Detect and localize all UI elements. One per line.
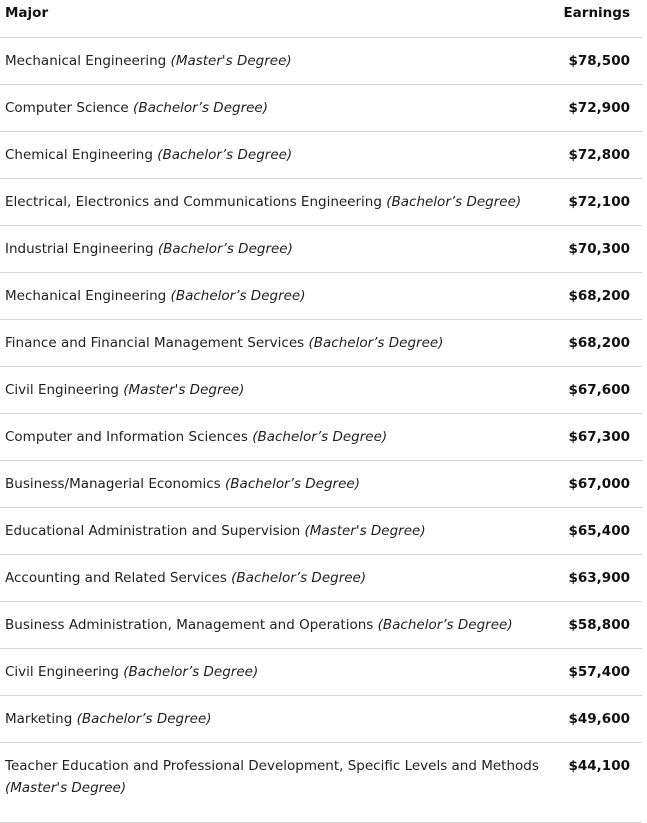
column-header-major: Major	[0, 0, 560, 38]
major-cell	[0, 461, 560, 508]
major-name: Teacher Education and Professional Development, Specific Levels and Methods	[5, 758, 539, 774]
earnings-cell: $67,000	[560, 461, 642, 508]
table-row	[0, 743, 642, 823]
major-cell	[0, 602, 560, 649]
major-name: Educational Administration and Supervision	[5, 523, 301, 539]
earnings-cell: $57,400	[560, 649, 642, 696]
table-row	[0, 38, 642, 85]
degree-label: (Bachelor’s Degree)	[386, 194, 522, 210]
major-cell	[0, 320, 560, 367]
major-cell	[0, 508, 560, 555]
degree-label: (Bachelor’s Degree)	[133, 100, 269, 116]
column-header-earnings: Earnings	[560, 0, 642, 38]
major-cell	[0, 367, 560, 414]
table-row	[0, 85, 642, 132]
major-name: Civil Engineering	[5, 664, 119, 680]
table-row	[0, 226, 642, 273]
major-name: Electrical, Electronics and Communications Engineering	[5, 194, 382, 210]
degree-label: (Bachelor’s Degree)	[170, 288, 306, 304]
degree-label: (Bachelor’s Degree)	[76, 711, 212, 727]
earnings-cell: $68,200	[560, 273, 642, 320]
major-cell	[0, 85, 560, 132]
table-row	[0, 179, 642, 226]
major-name: Finance and Financial Management Services	[5, 335, 305, 351]
earnings-cell: $65,400	[560, 508, 642, 555]
major-cell	[0, 273, 560, 320]
table-row	[0, 414, 642, 461]
earnings-cell: $72,100	[560, 179, 642, 226]
degree-label: (Bachelor’s Degree)	[225, 476, 360, 492]
table-row	[0, 132, 642, 179]
major-name: Civil Engineering	[5, 382, 119, 398]
degree-label: (Bachelor’s Degree)	[377, 617, 513, 633]
earnings-cell: $49,600	[560, 696, 642, 743]
earnings-cell: $67,600	[560, 367, 642, 414]
earnings-cell: $67,300	[560, 414, 642, 461]
table-row	[0, 696, 642, 743]
major-name: Mechanical Engineering	[5, 53, 167, 69]
major-name: Industrial Engineering	[5, 241, 154, 257]
major-cell	[0, 226, 560, 273]
earnings-cell: $70,300	[560, 226, 642, 273]
earnings-cell: $72,800	[560, 132, 642, 179]
table-row	[0, 602, 642, 649]
degree-label: (Master's Degree)	[5, 780, 127, 796]
degree-label: (Bachelor’s Degree)	[252, 429, 388, 445]
major-cell	[0, 179, 560, 226]
earnings-cell: $63,900	[560, 555, 642, 602]
major-name: Mechanical Engineering	[5, 288, 167, 304]
degree-label: (Bachelor’s Degree)	[157, 147, 293, 163]
degree-label: (Bachelor’s Degree)	[157, 241, 293, 257]
major-cell	[0, 555, 560, 602]
major-cell	[0, 132, 560, 179]
table-header-row	[0, 0, 642, 38]
earnings-cell: $78,500	[560, 38, 642, 85]
table-row	[0, 320, 642, 367]
major-name: Marketing	[5, 711, 73, 727]
major-name: Computer and Information Sciences	[5, 429, 248, 445]
degree-label: (Master's Degree)	[170, 53, 292, 69]
degree-label: (Master's Degree)	[123, 382, 245, 398]
degree-label: (Bachelor’s Degree)	[308, 335, 444, 351]
table-row	[0, 273, 642, 320]
degree-label: (Master's Degree)	[304, 523, 426, 539]
major-cell	[0, 38, 560, 85]
major-name: Accounting and Related Services	[5, 570, 227, 586]
major-name: Business/Managerial Economics	[5, 476, 221, 492]
table-row	[0, 367, 642, 414]
degree-label: (Bachelor’s Degree)	[123, 664, 259, 680]
major-name: Business Administration, Management and Operations	[5, 617, 374, 633]
earnings-cell: $72,900	[560, 85, 642, 132]
major-cell	[0, 414, 560, 461]
earnings-cell: $68,200	[560, 320, 642, 367]
earnings-cell: $44,100	[560, 743, 642, 823]
major-cell	[0, 696, 560, 743]
major-cell	[0, 743, 560, 823]
table-row	[0, 461, 642, 508]
major-cell	[0, 649, 560, 696]
table-row	[0, 649, 642, 696]
table-row	[0, 508, 642, 555]
earnings-cell: $58,800	[560, 602, 642, 649]
table-row	[0, 555, 642, 602]
degree-label: (Bachelor’s Degree)	[231, 570, 367, 586]
major-name: Chemical Engineering	[5, 147, 153, 163]
major-name: Computer Science	[5, 100, 129, 116]
